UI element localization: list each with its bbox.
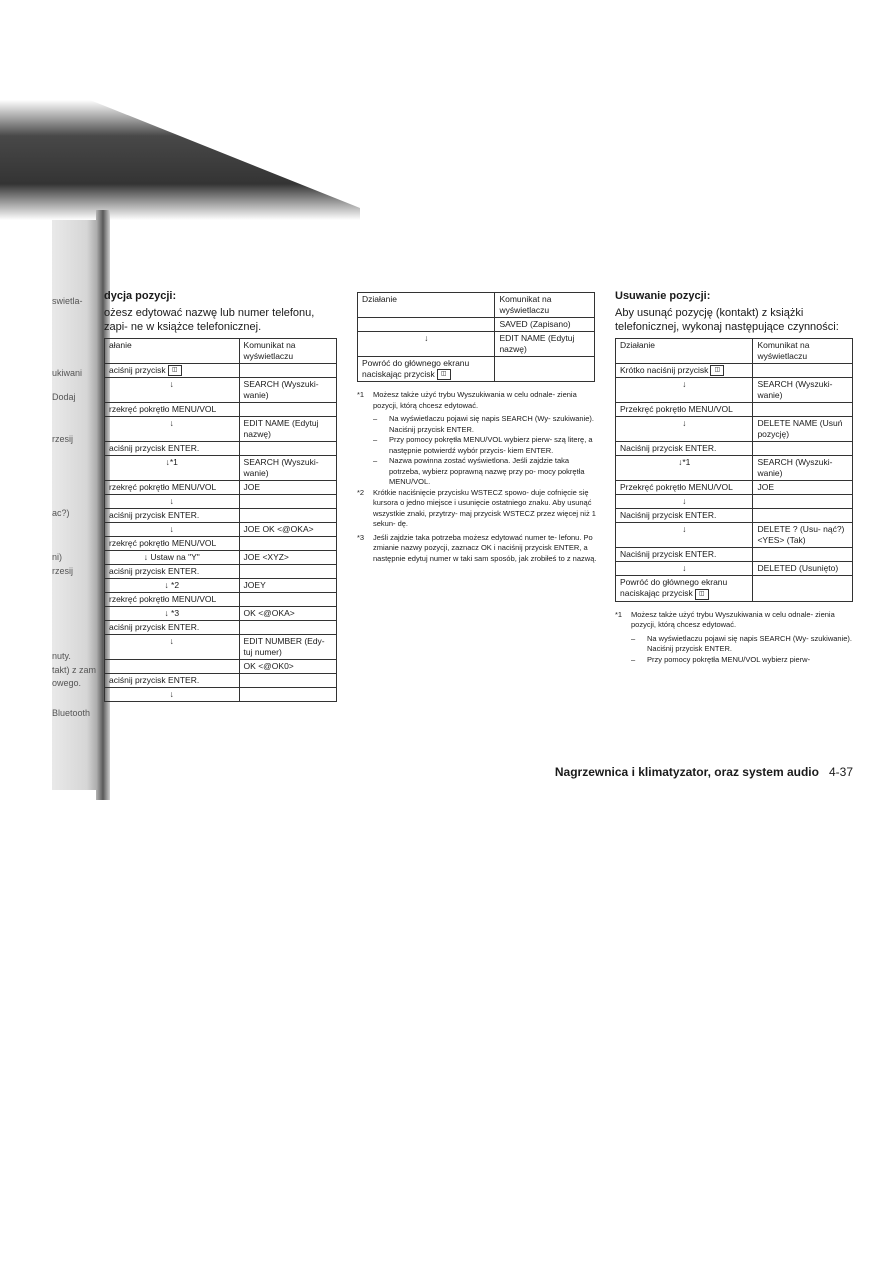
bullet-text: Przy pomocy pokrętła MENU/VOL wybierz pierw- — [647, 654, 811, 664]
table-cell — [616, 364, 753, 378]
table-cell — [753, 481, 853, 495]
table-cell — [105, 403, 240, 417]
table-cell — [239, 339, 336, 364]
cell-text: SEARCH (Wyszuki- wanie) — [243, 457, 319, 479]
table-cell — [616, 456, 753, 481]
table-cell — [753, 495, 853, 509]
table-cell — [239, 495, 336, 509]
table-row — [105, 509, 337, 523]
table-row — [358, 318, 595, 332]
bullet-text: Na wyświetlaczu pojawi się napis SEARCH (Wy- szukiwanie). Naciśnij przycisk ENTER. — [647, 633, 852, 653]
bullet-text: Na wyświetlaczu pojawi się napis SEARCH (Wy- szukiwanie). Naciśnij przycisk ENTER. — [389, 414, 594, 434]
fragment-text: Dodaj — [52, 392, 76, 402]
table-cell — [105, 442, 240, 456]
section-title: dycja pozycji: — [104, 290, 177, 302]
table-cell — [753, 562, 853, 576]
cell-text: aciśnij przycisk ENTER. — [109, 443, 200, 454]
cell-text: rzekręć pokrętło MENU/VOL — [109, 538, 217, 549]
cell-text: ↓ *2 — [164, 580, 180, 591]
cell-text: Naciśnij przycisk ENTER. — [620, 510, 717, 521]
cell-text: Naciśnij przycisk ENTER. — [620, 549, 717, 560]
cell-text: ↓ — [682, 524, 687, 535]
table-row — [358, 332, 595, 357]
table-row — [105, 635, 337, 660]
table-cell — [495, 357, 595, 382]
footnotes — [615, 610, 855, 666]
cell-text: JOE OK <@OKA> — [243, 524, 314, 535]
table-cell — [239, 660, 336, 674]
fragment-text: rzesij — [52, 566, 74, 576]
cell-text: ↓ — [682, 496, 687, 507]
button-icon: ◫ — [695, 589, 709, 600]
table-row — [105, 674, 337, 688]
table-row — [616, 442, 853, 456]
table-cell — [616, 576, 753, 601]
table-cell — [239, 509, 336, 523]
table-cell — [616, 339, 753, 364]
table-header — [105, 339, 337, 364]
table-cell — [105, 660, 240, 674]
table-cell — [239, 607, 336, 621]
table-cell — [616, 417, 753, 442]
table-cell — [239, 688, 336, 702]
cell-text: Krótko naciśnij przycisk — [620, 365, 709, 375]
cell-text: aciśnij przycisk ENTER. — [109, 510, 200, 521]
table-row — [616, 523, 853, 548]
cell-text: JOE — [243, 482, 261, 493]
table-row — [105, 495, 337, 509]
footnote-text: Jeśli zajdzie taka potrzeba możesz edytować numer te- lefonu. Po zmianie nazwy pozycji, zaznacz OK i naciśnij przycisk ENTER, a następnie edytuj numer w taki sam sposób, jak zrobiłeś to z nazwą. — [373, 532, 597, 563]
cell-text: aciśnij przycisk ENTER. — [109, 622, 200, 633]
table-cell — [495, 293, 595, 318]
table-row — [616, 548, 853, 562]
footnote-mark: *1 — [615, 609, 623, 619]
table-row — [105, 551, 337, 565]
cell-text: EDIT NAME (Edytuj nazwę) — [243, 418, 319, 440]
footnote-mark: *3 — [357, 532, 365, 542]
cell-text: ↓ *3 — [164, 608, 180, 619]
table-row — [616, 403, 853, 417]
table-cell — [105, 607, 240, 621]
table-cell — [358, 357, 495, 382]
footnote-bullet: – Na wyświetlaczu pojawi się napis SEARCH (Wy- szukiwanie). Naciśnij przycisk ENTER. — [373, 414, 597, 435]
table-cell — [105, 565, 240, 579]
cell-text: JOE — [757, 482, 774, 493]
table-cell — [753, 339, 853, 364]
cell-text: ↓ — [169, 689, 174, 700]
table-cell — [239, 481, 336, 495]
table-cell — [616, 403, 753, 417]
cell-text: ałanie — [109, 340, 132, 350]
fragment-text: Bluetooth — [52, 708, 91, 718]
cell-text: ↓ — [169, 524, 174, 535]
table-cell — [105, 509, 240, 523]
cell-text: Komunikat na wyświetlaczu — [757, 340, 810, 361]
cell-text: Przekręć pokrętło MENU/VOL — [620, 404, 733, 415]
table-cell — [616, 548, 753, 562]
cell-text: aciśnij przycisk — [109, 365, 166, 375]
table-row — [105, 607, 337, 621]
bullet-text: Przy pomocy pokrętła MENU/VOL wybierz pierw- szą literę, a następnie potwierdź wybór przycis- kiem ENTER. — [389, 435, 593, 455]
cell-text: rzekręć pokrętło MENU/VOL — [109, 594, 217, 605]
cell-text: SEARCH (Wyszuki- wanie) — [757, 379, 833, 401]
cell-text: OK <@OK0> — [243, 661, 294, 672]
cell-text: EDIT NAME (Edytuj nazwę) — [499, 333, 575, 354]
table-cell — [239, 593, 336, 607]
table-cell — [753, 417, 853, 442]
table-cell — [239, 551, 336, 565]
table-row — [105, 537, 337, 551]
footnote-bullet: – Nazwa powinna zostać wyświetlona. Jeśli zajdzie taka potrzeba, wybierz poprawną nazwę przy po- mocy pokrętła MENU/VOL. — [373, 456, 597, 488]
table-cell — [239, 537, 336, 551]
cell-text: SAVED (Zapisano) — [499, 319, 571, 329]
table-cell — [358, 332, 495, 357]
fragment-text: ni) — [52, 552, 63, 562]
delete-entry-section — [615, 290, 855, 665]
footnote — [357, 533, 597, 565]
cell-text: EDIT NUMBER (Edy- tuj numer) — [243, 636, 325, 658]
table-row — [105, 378, 337, 403]
table-row — [105, 481, 337, 495]
table-cell — [753, 523, 853, 548]
footnote — [615, 610, 855, 631]
edit-entry-continued — [357, 292, 597, 567]
table-row — [105, 621, 337, 635]
cell-text: Powróć do głównego ekranu naciskając przycisk — [620, 577, 728, 599]
table-row — [616, 364, 853, 378]
cell-text: ↓ — [682, 418, 687, 429]
table-cell — [239, 364, 336, 378]
table-cell — [105, 621, 240, 635]
delete-steps-table — [615, 338, 853, 602]
table-cell — [753, 442, 853, 456]
page-scan-shadow — [0, 100, 360, 220]
table-row — [105, 593, 337, 607]
fragment-text: ac?) — [52, 508, 70, 518]
cell-text: ↓ — [169, 379, 174, 390]
table-cell — [239, 565, 336, 579]
table-cell — [105, 495, 240, 509]
section-intro: ożesz edytować nazwę lub numer telefonu, zapi- ne w książce telefonicznej. — [104, 307, 315, 333]
table-cell — [239, 442, 336, 456]
fragment-text: nuty. — [52, 651, 71, 661]
table-cell — [753, 456, 853, 481]
edit-entry-section — [104, 290, 340, 702]
page-number: 4-37 — [828, 765, 853, 779]
fragment-text: swietla- — [52, 296, 83, 306]
cell-text: Działanie — [362, 294, 397, 304]
cell-text: aciśnij przycisk ENTER. — [109, 566, 200, 577]
cell-text: OK <@OKA> — [243, 608, 295, 619]
table-cell — [239, 378, 336, 403]
footnote-text: Krótkie naciśnięcie przycisku WSTECZ spowo- duje cofnięcie się kursora o jedno miejsce i usunięcie ostatniego znaku. Aby usunąć wszystkie znaki, przytrzy- maj przycisk WSTECZ przez więcej niż 1 sekun- dę. — [373, 487, 596, 529]
cell-text: Komunikat na wyświetlaczu — [243, 340, 296, 361]
table-cell — [616, 523, 753, 548]
footnote-text: Możesz także użyć trybu Wyszukiwania w celu odnale- zienia pozycji, którą chcesz edytować. — [631, 609, 835, 629]
table-row — [105, 523, 337, 537]
button-icon: ◫ — [437, 369, 451, 380]
cell-text: SEARCH (Wyszuki- wanie) — [243, 379, 319, 401]
table-cell — [616, 509, 753, 523]
table-row — [105, 417, 337, 442]
table-cell — [358, 318, 495, 332]
table-cell — [105, 456, 240, 481]
footnote-mark: *1 — [357, 390, 365, 400]
table-cell — [616, 495, 753, 509]
table-cell — [105, 551, 240, 565]
cell-text: ↓*1 — [165, 457, 178, 468]
table-row — [105, 660, 337, 674]
footnote-bullet: – Przy pomocy pokrętła MENU/VOL wybierz pierw- — [631, 654, 811, 664]
cell-text: DELETED (Usunięto) — [757, 563, 839, 574]
table-row — [105, 565, 337, 579]
footnote — [357, 390, 597, 411]
table-cell — [105, 417, 240, 442]
table-cell — [105, 481, 240, 495]
table-row — [105, 579, 337, 593]
table-cell — [105, 674, 240, 688]
cell-text: ↓ — [424, 333, 429, 343]
table-row — [105, 442, 337, 456]
cell-text: Działanie — [620, 340, 655, 350]
table-cell — [239, 403, 336, 417]
table-row — [616, 495, 853, 509]
footnote-text: Możesz także użyć trybu Wyszukiwania w celu odnale- zienia pozycji, którą chcesz edytować. — [373, 390, 577, 410]
table-cell — [105, 523, 240, 537]
cell-text: ↓ — [169, 418, 174, 429]
table-cell — [105, 688, 240, 702]
table-row — [616, 417, 853, 442]
cell-text: ↓ — [682, 379, 687, 390]
table-cell — [753, 548, 853, 562]
table-row — [105, 364, 337, 378]
table-cell — [358, 293, 495, 318]
fragment-text: rzesij — [52, 434, 74, 444]
table-row — [358, 357, 595, 382]
table-cell — [105, 593, 240, 607]
footnotes — [357, 390, 597, 564]
table-row — [616, 378, 853, 403]
table-cell — [616, 562, 753, 576]
table-cell — [105, 579, 240, 593]
table-cell — [105, 339, 240, 364]
fragment-text: ukiwani — [52, 368, 83, 378]
table-row — [105, 456, 337, 481]
footnote-bullet: – Na wyświetlaczu pojawi się napis SEARCH (Wy- szukiwanie). Naciśnij przycisk ENTER. — [631, 634, 855, 655]
table-cell — [239, 635, 336, 660]
cell-text: DELETE NAME (Usuń pozycję) — [757, 418, 843, 440]
table-cell — [616, 378, 753, 403]
cell-text: Przekręć pokrętło MENU/VOL — [620, 482, 733, 493]
table-row — [616, 509, 853, 523]
table-cell — [239, 674, 336, 688]
table-header — [616, 339, 853, 364]
table-row — [616, 576, 853, 601]
table-cell — [239, 417, 336, 442]
cell-text: rzekręć pokrętło MENU/VOL — [109, 404, 217, 415]
table-row — [105, 403, 337, 417]
table-cell — [753, 576, 853, 601]
fragment-text: owego. — [52, 678, 82, 688]
section-intro: Aby usunąć pozycję (kontakt) z książki telefonicznej, wykonaj następujące czynności: — [615, 307, 839, 333]
table-row — [616, 481, 853, 495]
table-cell — [616, 442, 753, 456]
table-cell — [239, 456, 336, 481]
footnote-bullet: – Przy pomocy pokrętła MENU/VOL wybierz pierw- szą literę, a następnie potwierdź wybór przycis- kiem ENTER. — [373, 435, 597, 456]
cell-text: Komunikat na wyświetlaczu — [499, 294, 552, 315]
table-cell — [105, 378, 240, 403]
cell-text: SEARCH (Wyszuki- wanie) — [757, 457, 833, 479]
table-header — [358, 293, 595, 318]
cell-text: Naciśnij przycisk ENTER. — [620, 443, 717, 454]
cell-text: ↓ — [169, 636, 174, 647]
button-icon: ◫ — [168, 365, 182, 376]
section-title: Usuwanie pozycji: — [615, 290, 711, 302]
table-cell — [239, 523, 336, 537]
cell-text: ↓ — [169, 496, 174, 507]
cell-text: ↓*1 — [678, 457, 691, 468]
bullet-text: Nazwa powinna zostać wyświetlona. Jeśli zajdzie taka potrzeba, wybierz poprawną nazwę przy po- mocy pokrętła MENU/VOL. — [389, 456, 585, 487]
cell-text: ↓ — [682, 563, 687, 574]
cell-text: aciśnij przycisk ENTER. — [109, 675, 200, 686]
table-cell — [753, 378, 853, 403]
table-cell — [239, 579, 336, 593]
table-cell — [239, 621, 336, 635]
table-row — [616, 562, 853, 576]
fragment-text: takt) z zam — [52, 665, 97, 675]
table-row — [616, 456, 853, 481]
footnote — [357, 488, 597, 530]
footer-title: Nagrzewnica i klimatyzator, oraz system audio — [554, 765, 819, 779]
table-cell — [753, 509, 853, 523]
table-cell — [495, 318, 595, 332]
cell-text: Powróć do głównego ekranu naciskając przycisk — [362, 358, 470, 379]
cell-text: JOE <XYZ> — [243, 552, 289, 563]
table-cell — [105, 635, 240, 660]
cell-text: ↓ Ustaw na "Y" — [143, 552, 200, 563]
table-cell — [105, 537, 240, 551]
cell-text: JOEY — [243, 580, 266, 591]
table-cell — [616, 481, 753, 495]
cell-text: DELETE ? (Usu- nąć?) <YES> (Tak) — [757, 524, 845, 546]
button-icon: ◫ — [710, 365, 724, 376]
page-footer — [555, 765, 853, 779]
table-cell — [753, 403, 853, 417]
footnote-mark: *2 — [357, 487, 365, 497]
table-cell — [495, 332, 595, 357]
table-row — [105, 688, 337, 702]
edit-steps-table-cont — [357, 292, 595, 382]
table-cell — [105, 364, 240, 378]
table-cell — [753, 364, 853, 378]
cell-text: rzekręć pokrętło MENU/VOL — [109, 482, 217, 493]
edit-steps-table — [104, 338, 337, 702]
